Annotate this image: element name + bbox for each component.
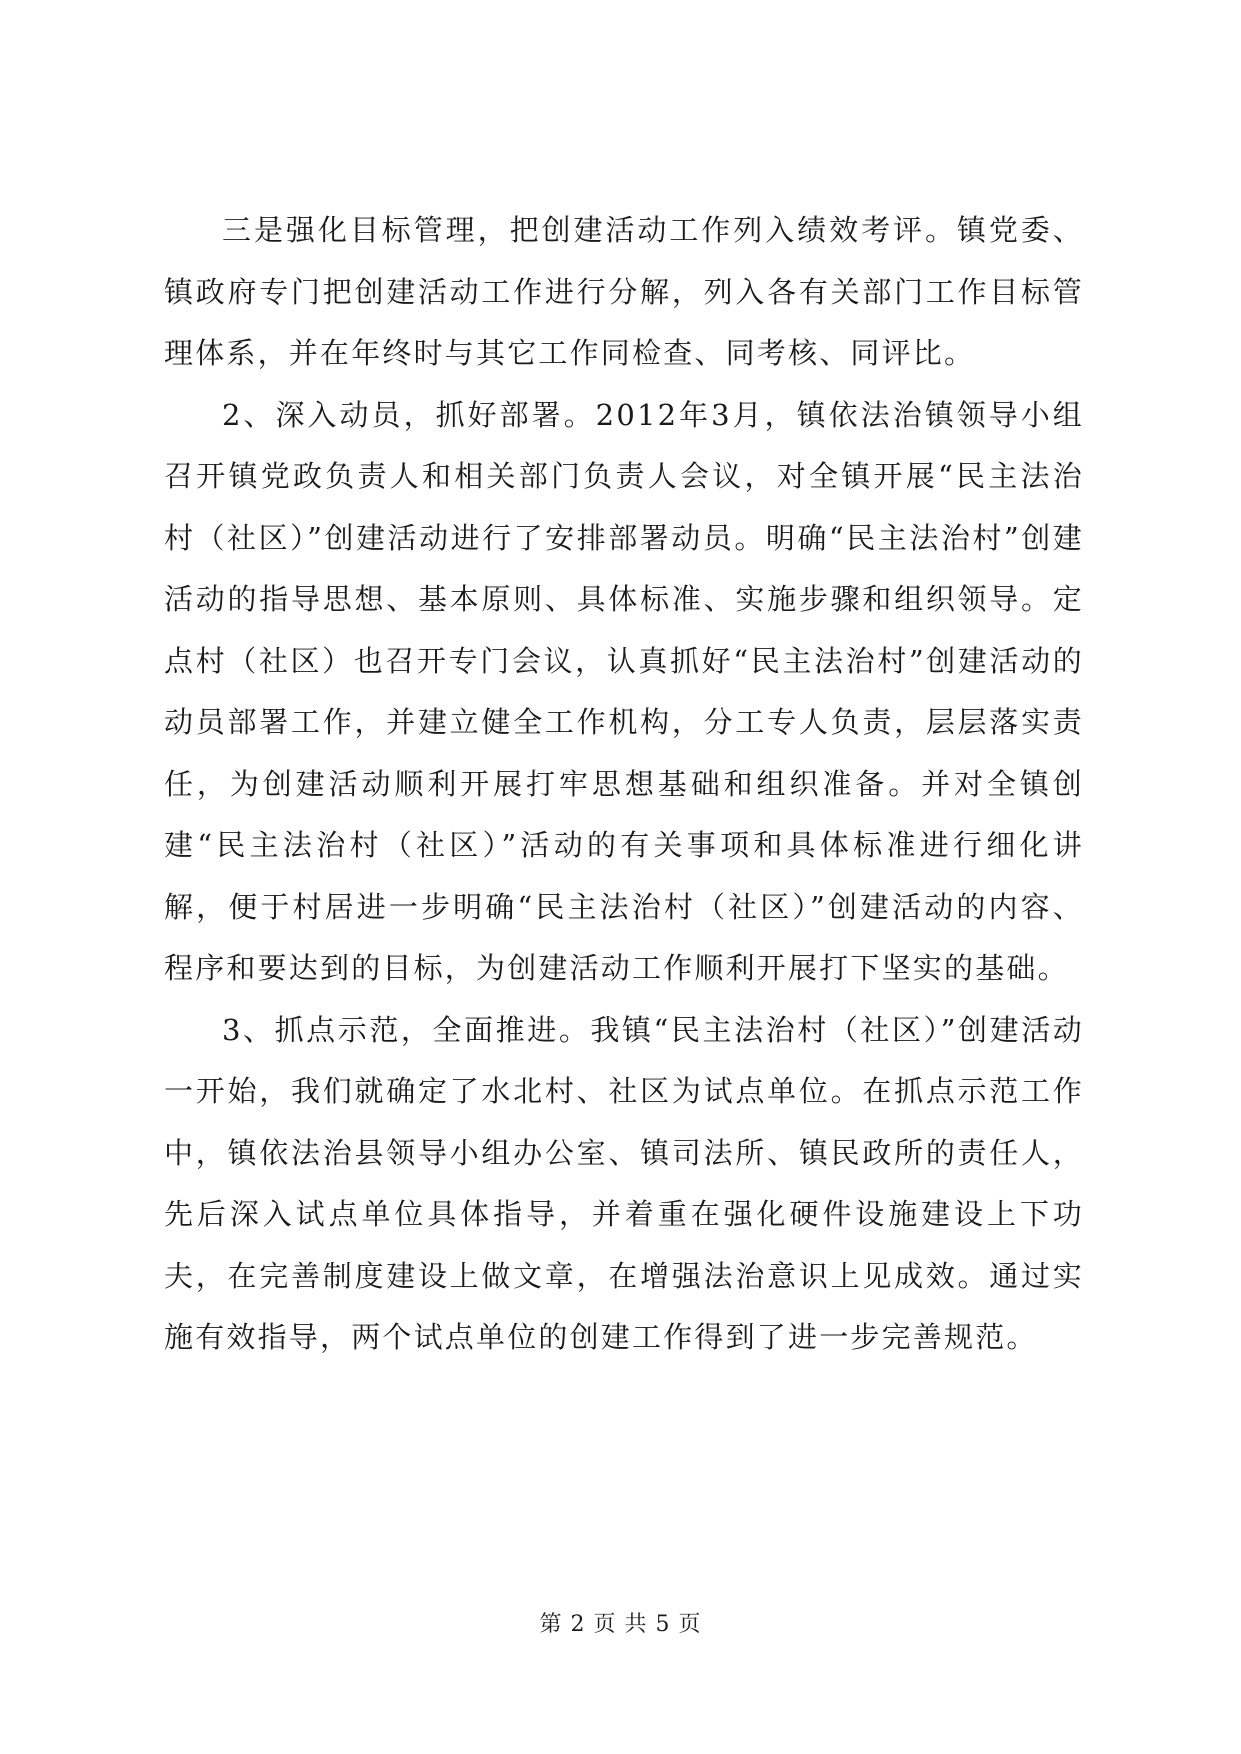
paragraph-target-management: 三是强化目标管理，把创建活动工作列入绩效考评。镇党委、镇政府专门把创建活动工作进行分解，列入各有关部门工作目标管理体系，并在年终时与其它工作同检查、同考核、同评比。 <box>164 213 1084 370</box>
document-body <box>164 200 1084 1369</box>
page-number-footer: 第 2 页 共 5 页 <box>539 1612 702 1637</box>
paragraph-demonstration: 3、抓点示范，全面推进。我镇“民主法治村（社区）”创建活动一开始，我们就确定了水北村、社区为试点单位。在抓点示范工作中，镇依法治县领导小组办公室、镇司法所、镇民政所的责任人，先后深入试点单位具体指导，并着重在强化硬件设施建设上下功夫，在完善制度建设上做文章，在增强法治意识上见成效。通过实施有效指导，两个试点单位的创建工作得到了进一步完善规范。 <box>164 1012 1084 1354</box>
paragraph-mobilization: 2、深入动员，抓好部署。2012年3月，镇依法治镇领导小组召开镇党政负责人和相关部门负责人会议，对全镇开展“民主法治村（社区）”创建活动进行了安排部署动员。明确“民主法治村”创建活动的指导思想、基本原则、具体标准、实施步骤和组织领导。定点村（社区）也召开专门会议，认真抓好“民主法治村”创建活动的动员部署工作，并建立健全工作机构，分工专人负责，层层落实责任，为创建活动顺利开展打牢思想基础和组织准备。并对全镇创建“民主法治村（社区）”活动的有关事项和具体标准进行细化讲解，便于村居进一步明确“民主法治村（社区）”创建活动的内容、程序和要达到的目标，为创建活动工作顺利开展打下坚实的基础。 <box>164 397 1084 985</box>
